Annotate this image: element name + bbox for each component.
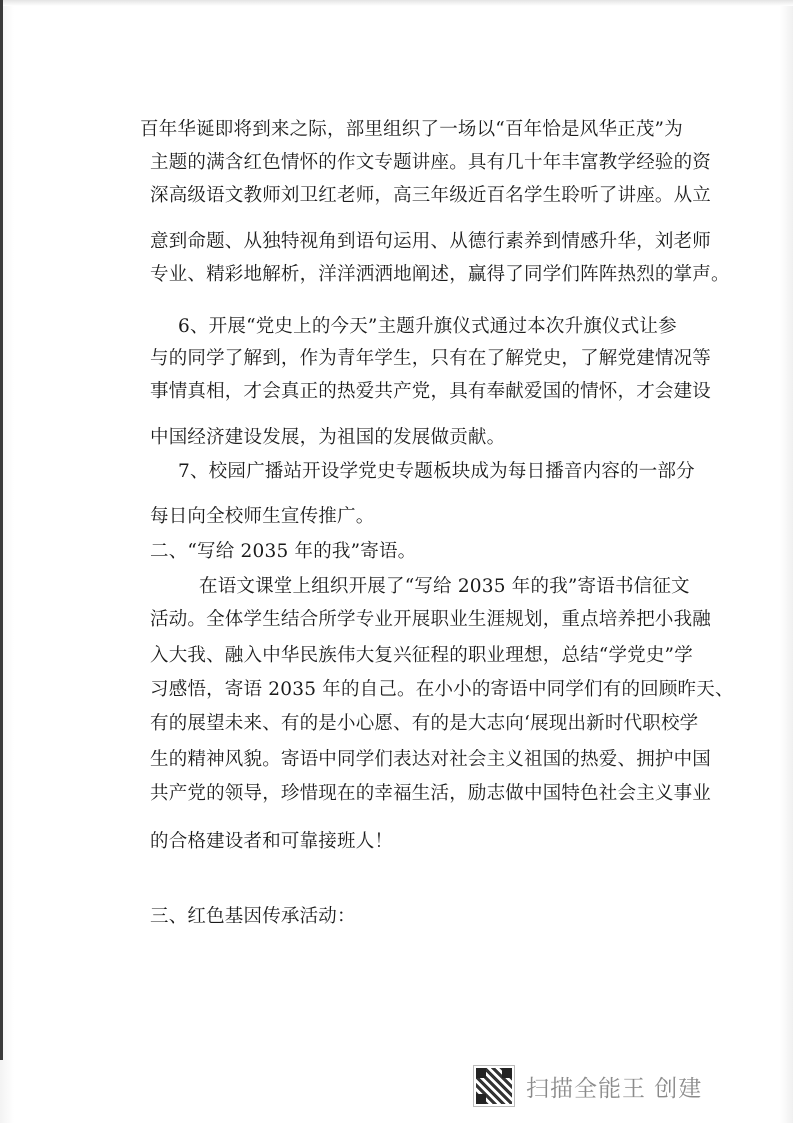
paragraph-line: 6、开展“党史上的今天”主题升旗仪式通过本次升旗仪式让参 <box>178 316 677 337</box>
paragraph-line: 百年华诞即将到来之际，部里组织了一场以“百年恰是风华正茂”为 <box>140 119 683 140</box>
paragraph-line: 有的展望未来、有的是小心愿、有的是大志向‘展现出新时代职校学 <box>150 713 699 734</box>
paragraph-line: 在语文课堂上组织开展了“写给 2035 年的我”寄语书信征文 <box>199 576 690 597</box>
scan-top-edge <box>0 0 793 6</box>
paragraph-line: 共产党的领导，珍惜现在的幸福生活，励志做中国特色社会主义事业 <box>150 783 712 804</box>
paragraph-line: 活动。全体学生结合所学专业开展职业生涯规划，重点培养把小我融 <box>150 609 712 630</box>
scanner-watermark <box>474 1066 702 1106</box>
paragraph-line: 的合格建设者和可靠接班人！ <box>150 831 394 852</box>
paragraph-line: 入大我、融入中华民族伟大复兴征程的职业理想，总结“学党史”学 <box>150 645 693 666</box>
section-heading: 三、红色基因传承活动： <box>150 906 356 927</box>
paragraph-line: 意到命题、从独特视角到语句运用、从德行素养到情感升华，刘老师 <box>150 231 712 252</box>
scan-left-edge <box>0 0 3 1060</box>
section-heading: 二、“写给 2035 年的我”寄语。 <box>150 541 417 562</box>
watermark-text: 扫描全能王 创建 <box>526 1075 703 1102</box>
paragraph-line: 主题的满含红色情怀的作文专题讲座。具有几十年丰富教学经验的资 <box>150 152 712 173</box>
paragraph-line: 专业、精彩地解析，洋洋洒洒地阐述，赢得了同学们阵阵热烈的掌声。 <box>150 264 730 285</box>
paragraph-line: 7、校园广播站开设学党史专题板块成为每日播音内容的一部分 <box>178 461 695 482</box>
paragraph-line: 生的精神风貌。寄语中同学们表达对社会主义祖国的热爱、拥护中国 <box>150 749 712 770</box>
paragraph-line: 与的同学了解到，作为青年学生，只有在了解党史，了解党建情况等 <box>150 348 712 369</box>
paragraph-line: 中国经济建设发展，为祖国的发展做贡献。 <box>150 427 506 448</box>
paragraph-line: 每日向全校师生宣传推广。 <box>150 506 375 527</box>
paragraph-line: 深高级语文教师刘卫红老师，高三年级近百名学生聆听了讲座。从立 <box>150 185 712 206</box>
paragraph-line: 事情真相，才会真正的热爱共产党，具有奉献爱国的情怀，才会建设 <box>150 381 712 402</box>
qr-code-icon <box>474 1066 514 1106</box>
paragraph-line: 习感悟，寄语 2035 年的自己。在小小的寄语中同学们有的回顾昨天、 <box>150 679 734 700</box>
